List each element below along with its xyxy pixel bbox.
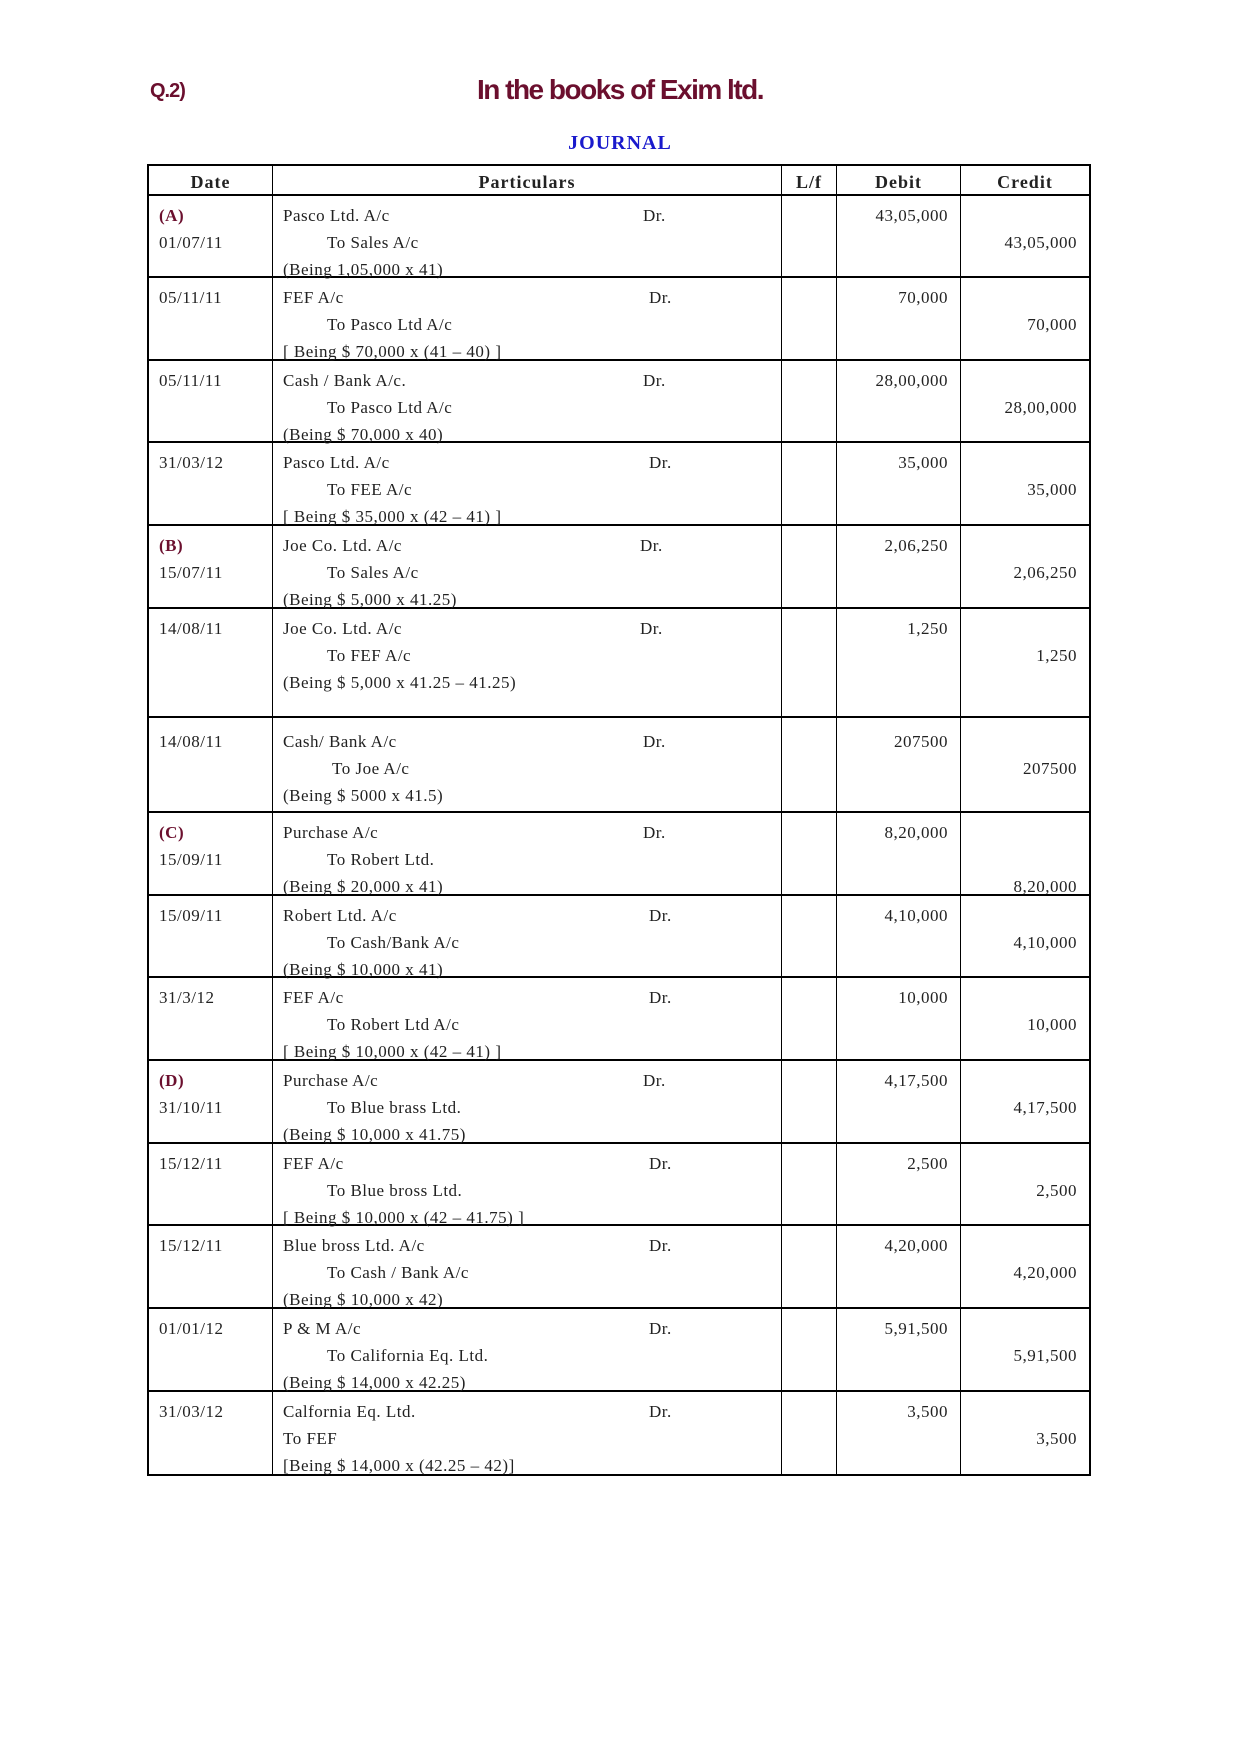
credit-amount: 3,500 <box>1036 1429 1077 1448</box>
particulars-line: To Sales A/c <box>327 563 419 582</box>
particulars-line: To FEE A/c <box>327 480 413 499</box>
debit-amount: 70,000 <box>898 288 948 307</box>
entry-date: 15/09/11 <box>159 850 223 869</box>
journal-entry-row <box>149 978 1089 1061</box>
debit-amount: 43,05,000 <box>875 206 948 225</box>
particulars-cell <box>273 526 782 607</box>
debit-cell <box>837 718 961 811</box>
credit-cell <box>961 278 1089 359</box>
particulars-cell <box>273 1309 782 1390</box>
debit-cell <box>837 896 961 976</box>
debit-cell <box>837 361 961 441</box>
particulars-line: [ Being $ 35,000 x (42 – 41) ] <box>283 507 502 526</box>
particulars-line: Joe Co. Ltd. A/c <box>283 536 402 555</box>
lf-cell <box>782 813 837 894</box>
lf-cell <box>782 718 837 811</box>
date-cell <box>149 978 273 1059</box>
credit-amount: 28,00,000 <box>1004 398 1077 417</box>
particulars-line: (Being $ 5000 x 41.5) <box>283 786 444 805</box>
credit-cell <box>961 443 1089 524</box>
section-label: (C) <box>159 823 185 842</box>
debit-amount: 10,000 <box>898 988 948 1007</box>
lf-cell <box>782 896 837 976</box>
particulars-cell <box>273 978 782 1059</box>
credit-cell <box>961 896 1089 976</box>
particulars-line: FEF A/c <box>283 988 344 1007</box>
date-cell <box>149 278 273 359</box>
particulars-line: To Cash/Bank A/c <box>327 933 460 952</box>
dr-label: Dr. <box>649 1154 672 1173</box>
debit-cell <box>837 1309 961 1390</box>
debit-cell <box>837 1144 961 1224</box>
credit-cell <box>961 1144 1089 1224</box>
credit-amount: 4,17,500 <box>1013 1098 1077 1117</box>
journal-entry-row <box>149 443 1089 526</box>
particulars-line: FEF A/c <box>283 1154 344 1173</box>
lf-cell <box>782 1226 837 1307</box>
particulars-line: Joe Co. Ltd. A/c <box>283 619 402 638</box>
dr-label: Dr. <box>649 988 672 1007</box>
date-cell <box>149 1144 273 1224</box>
journal-entry-row <box>149 278 1089 361</box>
credit-amount: 43,05,000 <box>1004 233 1077 252</box>
credit-cell <box>961 1226 1089 1307</box>
question-number: Q.2) <box>150 80 185 102</box>
entry-date: 14/08/11 <box>159 619 223 638</box>
particulars-cell <box>273 443 782 524</box>
credit-amount: 2,06,250 <box>1013 563 1077 582</box>
header-date: Date <box>149 166 273 194</box>
credit-cell <box>961 526 1089 607</box>
lf-cell <box>782 1061 837 1142</box>
particulars-line: [ Being $ 10,000 x (42 – 41) ] <box>283 1042 502 1061</box>
particulars-line: (Being 1,05,000 x 41) <box>283 260 444 279</box>
particulars-cell <box>273 1226 782 1307</box>
journal-entry-row <box>149 813 1089 896</box>
dr-label: Dr. <box>643 371 666 390</box>
date-cell <box>149 361 273 441</box>
debit-cell <box>837 813 961 894</box>
particulars-cell <box>273 813 782 894</box>
debit-amount: 207500 <box>894 732 948 751</box>
debit-amount: 2,06,250 <box>884 536 948 555</box>
entry-date: 15/12/11 <box>159 1236 223 1255</box>
entry-date: 31/03/12 <box>159 1402 224 1421</box>
journal-entry-row <box>149 1392 1089 1474</box>
date-cell <box>149 196 273 276</box>
table-header <box>149 166 1089 196</box>
particulars-line: [ Being $ 70,000 x (41 – 40) ] <box>283 342 502 361</box>
date-cell <box>149 526 273 607</box>
journal-table <box>147 164 1091 1476</box>
particulars-line: To FEF A/c <box>327 646 412 665</box>
entry-date: 31/3/12 <box>159 988 215 1007</box>
date-cell <box>149 1392 273 1474</box>
journal-entry-row <box>149 196 1089 278</box>
credit-amount: 1,250 <box>1036 646 1077 665</box>
credit-amount: 207500 <box>1023 759 1077 778</box>
journal-entry-row <box>149 1061 1089 1144</box>
debit-cell <box>837 1392 961 1474</box>
date-cell <box>149 1226 273 1307</box>
credit-amount: 4,20,000 <box>1013 1263 1077 1282</box>
particulars-line: To Joe A/c <box>332 759 410 778</box>
debit-cell <box>837 278 961 359</box>
debit-cell <box>837 196 961 276</box>
credit-amount: 5,91,500 <box>1013 1346 1077 1365</box>
debit-cell <box>837 526 961 607</box>
date-cell <box>149 609 273 716</box>
credit-amount: 4,10,000 <box>1013 933 1077 952</box>
particulars-line: [Being $ 14,000 x (42.25 – 42)] <box>283 1456 515 1475</box>
particulars-line: Pasco Ltd. A/c <box>283 453 390 472</box>
credit-cell <box>961 1392 1089 1474</box>
entry-date: 15/09/11 <box>159 906 223 925</box>
particulars-line: To Pasco Ltd A/c <box>327 398 453 417</box>
page-title: In the books of Exim ltd. <box>476 74 764 105</box>
date-cell <box>149 813 273 894</box>
credit-amount: 2,500 <box>1036 1181 1077 1200</box>
entry-date: 01/01/12 <box>159 1319 224 1338</box>
debit-amount: 3,500 <box>907 1402 948 1421</box>
entry-date: 31/03/12 <box>159 453 224 472</box>
dr-label: Dr. <box>649 1319 672 1338</box>
particulars-line: (Being $ 20,000 x 41) <box>283 877 444 896</box>
particulars-line: (Being $ 10,000 x 42) <box>283 1290 444 1309</box>
particulars-cell <box>273 1392 782 1474</box>
particulars-line: (Being $ 14,000 x 42.25) <box>283 1373 466 1392</box>
journal-entry-row <box>149 718 1089 813</box>
debit-amount: 5,91,500 <box>884 1319 948 1338</box>
particulars-line: Cash/ Bank A/c <box>283 732 397 751</box>
credit-cell <box>961 1309 1089 1390</box>
dr-label: Dr. <box>649 906 672 925</box>
date-cell <box>149 896 273 976</box>
credit-amount: 70,000 <box>1027 315 1077 334</box>
lf-cell <box>782 1144 837 1224</box>
dr-label: Dr. <box>643 732 666 751</box>
header-debit: Debit <box>837 166 961 194</box>
journal-entry-row <box>149 361 1089 443</box>
debit-cell <box>837 609 961 716</box>
date-cell <box>149 443 273 524</box>
journal-entry-row <box>149 609 1089 718</box>
journal-entry-row <box>149 526 1089 609</box>
debit-cell <box>837 978 961 1059</box>
particulars-cell <box>273 718 782 811</box>
particulars-line: (Being $ 10,000 x 41.75) <box>283 1125 466 1144</box>
lf-cell <box>782 1392 837 1474</box>
particulars-line: Purchase A/c <box>283 823 379 842</box>
particulars-cell <box>273 1144 782 1227</box>
dr-label: Dr. <box>643 823 666 842</box>
particulars-line: To California Eq. Ltd. <box>327 1346 489 1365</box>
section-label: (D) <box>159 1071 185 1090</box>
lf-cell <box>782 609 837 716</box>
particulars-cell <box>273 278 782 359</box>
particulars-cell <box>273 609 782 716</box>
date-cell <box>149 1309 273 1390</box>
particulars-line: To Robert Ltd A/c <box>327 1015 460 1034</box>
entry-date: 14/08/11 <box>159 732 223 751</box>
dr-label: Dr. <box>649 1236 672 1255</box>
entry-date: 05/11/11 <box>159 288 223 307</box>
section-label: (A) <box>159 206 185 225</box>
particulars-line: To Blue bross Ltd. <box>327 1181 463 1200</box>
debit-cell <box>837 1226 961 1307</box>
particulars-line: FEF A/c <box>283 288 344 307</box>
particulars-line: Blue bross Ltd. A/c <box>283 1236 425 1255</box>
debit-amount: 8,20,000 <box>884 823 948 842</box>
particulars-line: To Sales A/c <box>327 233 419 252</box>
particulars-line: [ Being $ 10,000 x (42 – 41.75) ] <box>283 1208 525 1227</box>
particulars-line: (Being $ 5,000 x 41.25) <box>283 590 457 609</box>
dr-label: Dr. <box>640 536 663 555</box>
journal-entry-row <box>149 896 1089 978</box>
particulars-line: Cash / Bank A/c. <box>283 371 407 390</box>
lf-cell <box>782 443 837 524</box>
date-cell <box>149 1061 273 1142</box>
debit-amount: 28,00,000 <box>875 371 948 390</box>
journal-title: JOURNAL <box>568 132 672 154</box>
journal-entry-row <box>149 1226 1089 1309</box>
particulars-line: To Cash / Bank A/c <box>327 1263 469 1282</box>
header-lf: L/f <box>782 166 837 194</box>
lf-cell <box>782 361 837 441</box>
particulars-line: To Robert Ltd. <box>327 850 435 869</box>
dr-label: Dr. <box>640 619 663 638</box>
credit-amount: 35,000 <box>1027 480 1077 499</box>
particulars-line: (Being $ 5,000 x 41.25 – 41.25) <box>283 673 517 692</box>
header-credit: Credit <box>997 172 1053 192</box>
particulars-line: (Being $ 10,000 x 41) <box>283 960 444 979</box>
credit-cell <box>961 361 1089 441</box>
lf-cell <box>782 278 837 359</box>
particulars-cell <box>273 361 782 444</box>
credit-cell <box>961 718 1089 811</box>
debit-cell <box>837 443 961 524</box>
lf-cell <box>782 196 837 276</box>
particulars-line: Calfornia Eq. Ltd. <box>283 1402 416 1421</box>
dr-label: Dr. <box>643 206 666 225</box>
debit-cell <box>837 1061 961 1142</box>
dr-label: Dr. <box>649 1402 672 1421</box>
entry-date: 05/11/11 <box>159 371 223 390</box>
particulars-line: To Pasco Ltd A/c <box>327 315 453 334</box>
debit-amount: 1,250 <box>907 619 948 638</box>
debit-amount: 4,20,000 <box>884 1236 948 1255</box>
particulars-line: P & M A/c <box>283 1319 362 1338</box>
entry-date: 15/07/11 <box>159 563 223 582</box>
dr-label: Dr. <box>643 1071 666 1090</box>
credit-cell <box>961 978 1089 1059</box>
entry-date: 31/10/11 <box>159 1098 223 1117</box>
credit-amount: 8,20,000 <box>1013 877 1077 896</box>
particulars-line: To Blue brass Ltd. <box>327 1098 462 1117</box>
credit-cell <box>961 1061 1089 1142</box>
section-label: (B) <box>159 536 184 555</box>
particulars-line: (Being $ 70,000 x 40) <box>283 425 444 444</box>
lf-cell <box>782 1309 837 1390</box>
debit-amount: 2,500 <box>907 1154 948 1173</box>
particulars-line: To FEF <box>283 1429 338 1448</box>
particulars-cell <box>273 1061 782 1142</box>
journal-entry-row <box>149 1144 1089 1226</box>
particulars-cell <box>273 896 782 979</box>
journal-entry-row <box>149 1309 1089 1392</box>
particulars-line: Robert Ltd. A/c <box>283 906 397 925</box>
credit-cell <box>961 609 1089 716</box>
date-cell <box>149 718 273 811</box>
lf-cell <box>782 978 837 1059</box>
particulars-cell <box>273 196 782 279</box>
credit-cell <box>961 813 1089 894</box>
particulars-line: Purchase A/c <box>283 1071 379 1090</box>
credit-cell <box>961 196 1089 276</box>
debit-amount: 35,000 <box>898 453 948 472</box>
credit-amount: 10,000 <box>1027 1015 1077 1034</box>
dr-label: Dr. <box>649 288 672 307</box>
lf-cell <box>782 526 837 607</box>
debit-amount: 4,10,000 <box>884 906 948 925</box>
entry-date: 01/07/11 <box>159 233 223 252</box>
particulars-line: Pasco Ltd. A/c <box>283 206 390 225</box>
entry-date: 15/12/11 <box>159 1154 223 1173</box>
debit-amount: 4,17,500 <box>884 1071 948 1090</box>
dr-label: Dr. <box>649 453 672 472</box>
header-particulars: Particulars <box>273 166 782 194</box>
